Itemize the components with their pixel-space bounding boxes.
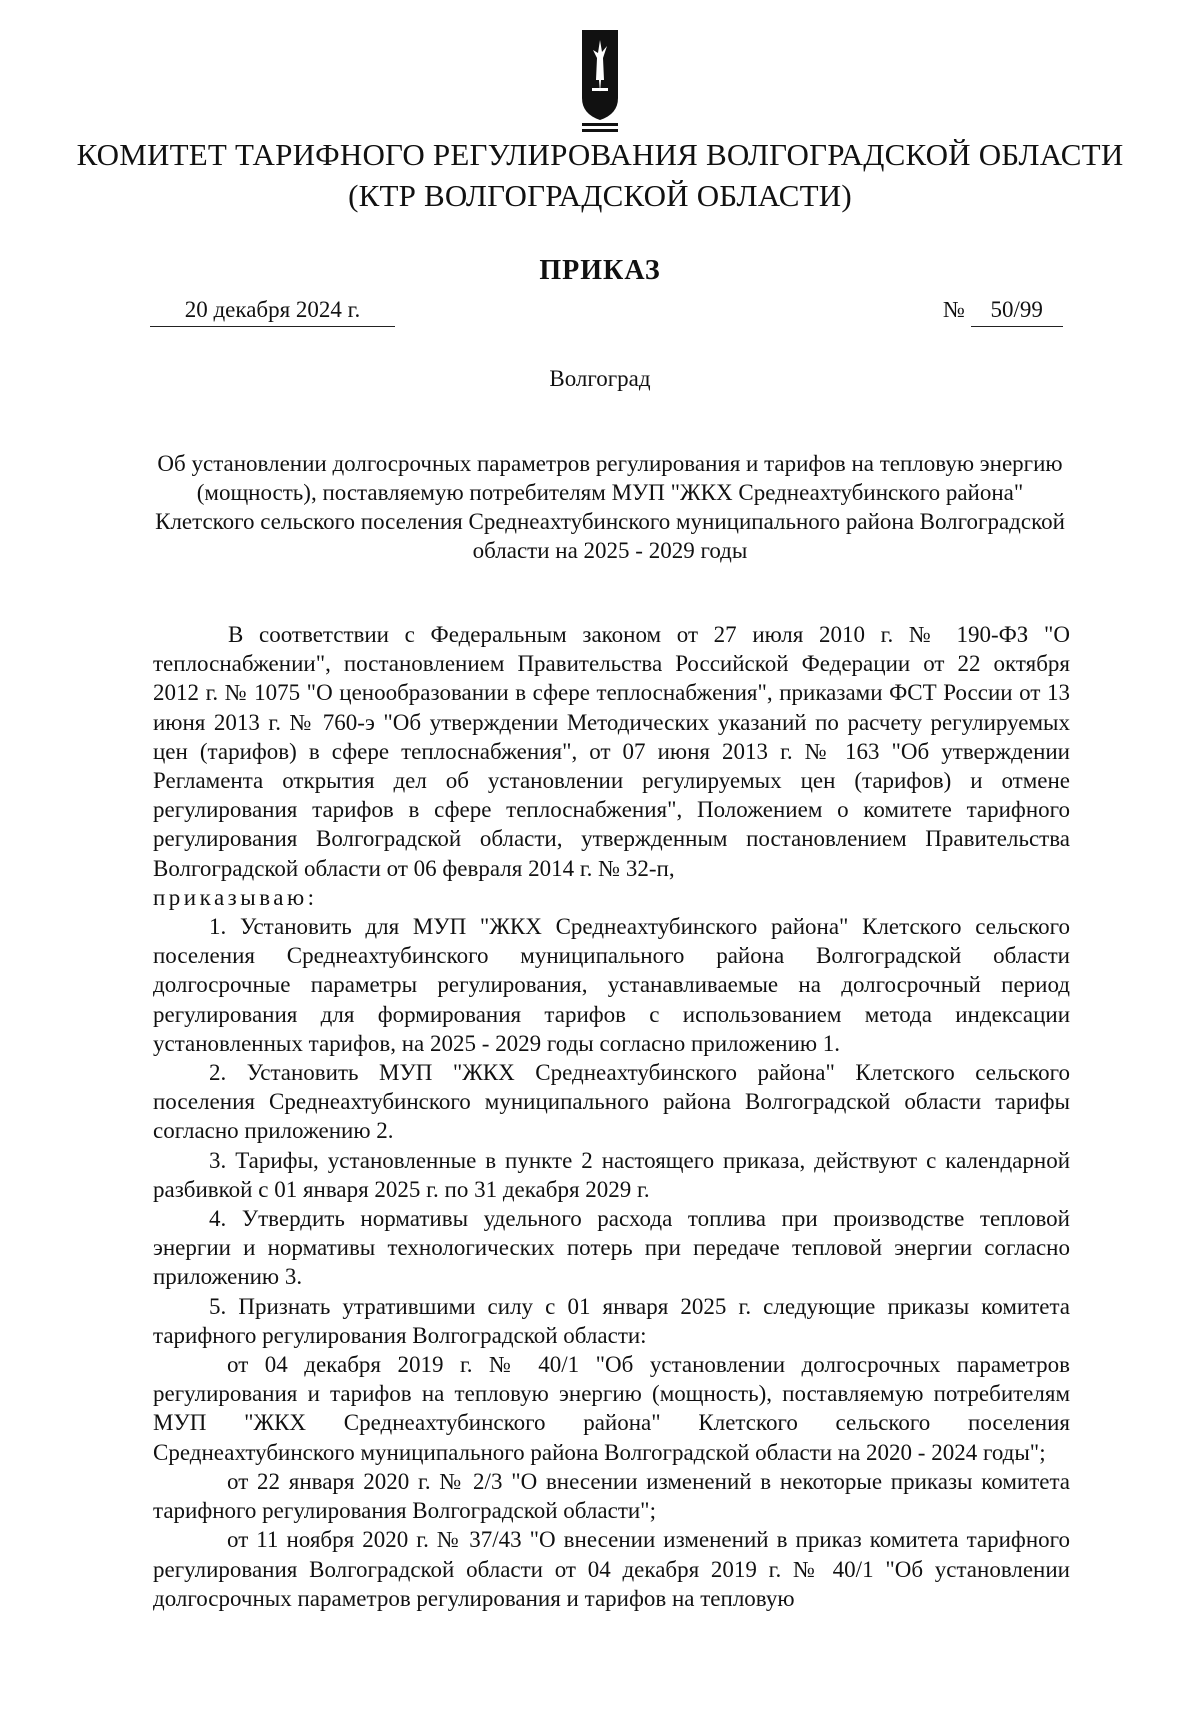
document-body: [153, 620, 1070, 1613]
order-item-1: 1. Установить для МУП "ЖКХ Среднеахтубинского района" Клетского сельского поселения Среднеахтубинского муниципального района Волгоградской области долгосрочные параметры регулирования, устанавливаемые на долгосрочный период регулирования для формирования тарифов с использованием метода индексации установленных тарифов, на 2025 - 2029 годы согласно приложению 1.: [153, 914, 1070, 1056]
document-subject: Об установлении долгосрочных параметров регулирования и тарифов на тепловую энергию (мощность), поставляемую потребителям МУП "ЖКХ Среднеахтубинского района" Клетского сельского поселения Среднеахтубинского муниципального района Волгоградской области на 2025 - 2029 годы: [155, 451, 1065, 563]
order-item-5: 5. Признать утратившими силу с 01 января 2025 г. следующие приказы комитета тарифного регулирования Волгоградской области:: [153, 1293, 1070, 1348]
number-sign: №: [943, 297, 965, 322]
document-type: ПРИКАЗ: [539, 255, 661, 286]
document-date: 20 декабря 2024 г.: [150, 297, 395, 327]
repealed-order-3: от 11 ноября 2020 г. № 37/43 "О внесении изменений в приказ комитета тарифного регулирования Волгоградской области от 04 декабря 2019 г. № 40/1 "Об установлении долгосрочных параметров регулирования и тарифов на тепловую: [153, 1527, 1070, 1611]
document-city: Волгоград: [549, 366, 651, 391]
document-number: [943, 297, 1063, 327]
organization-abbreviation: (КТР ВОЛГОГРАДСКОЙ ОБЛАСТИ): [348, 178, 852, 213]
order-item-2: 2. Установить МУП "ЖКХ Среднеахтубинского района" Клетского сельского поселения Среднеахтубинского муниципального района Волгоградской области тарифы согласно приложению 2.: [153, 1060, 1070, 1144]
order-item-4: 4. Утвердить нормативы удельного расхода топлива при производстве тепловой энергии и нормативы технологических потерь при передаче тепловой энергии согласно приложению 3.: [153, 1206, 1070, 1290]
number-value: 50/99: [971, 297, 1063, 327]
preamble-paragraph: В соответствии с Федеральным законом от 27 июля 2010 г. № 190-ФЗ "О теплоснабжении", постановлением Правительства Российской Федерации от 22 октября 2012 г. № 1075 "О ценообразовании в сфере теплоснабжения", приказами ФСТ России от 13 июня 2013 г. № 760-э "Об утверждении Методических указаний по расчету регулируемых цен (тарифов) в сфере теплоснабжения", от 07 июня 2013 г. № 163 "Об утверждении Регламента открытия дел об установлении регулируемых цен (тарифов) и отмене регулирования тарифов в сфере теплоснабжения", Положением о комитете тарифного регулирования Волгоградской области, утвержденным постановлением Правительства Волгоградской области от 06 февраля 2014 г. № 32-п,: [153, 622, 1070, 881]
coat-of-arms-icon: [580, 28, 620, 134]
organization-name: КОМИТЕТ ТАРИФНОГО РЕГУЛИРОВАНИЯ ВОЛГОГРАДСКОЙ ОБЛАСТИ: [76, 137, 1124, 172]
order-word: приказываю:: [153, 884, 318, 910]
repealed-order-2: от 22 января 2020 г. № 2/3 "О внесении изменений в некоторые приказы комитета тарифного регулирования Волгоградской области";: [153, 1468, 1070, 1524]
order-item-3: 3. Тарифы, установленные в пункте 2 настоящего приказа, действуют с календарной разбивкой с 01 января 2025 г. по 31 декабря 2029 г.: [153, 1147, 1070, 1202]
repealed-order-1: от 04 декабря 2019 г. № 40/1 "Об установлении долгосрочных параметров регулирования и тарифов на тепловую энергию (мощность), поставляемую потребителям МУП "ЖКХ Среднеахтубинского района" Клетского сельского поселения Среднеахтубинского муниципального района Волгоградской области на 2020 - 2024 годы";: [153, 1352, 1070, 1465]
